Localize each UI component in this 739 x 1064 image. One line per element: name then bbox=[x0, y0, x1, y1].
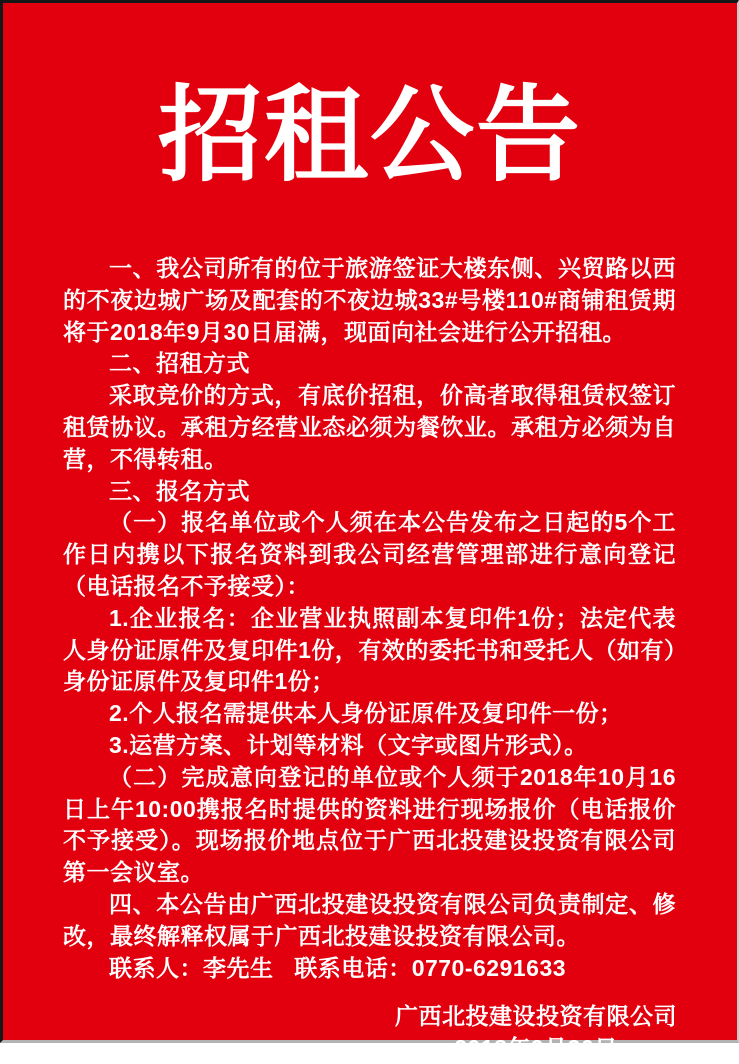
signature-block bbox=[3, 1000, 677, 1064]
contact-person-name: 李先生 bbox=[203, 954, 274, 981]
paragraph-section-3-item-1: （一）报名单位或个人须在本公告发布之日起的5个工作日内携以下报名资料到我公司经营管理部进行意向登记（电话报名不予接受）： bbox=[63, 509, 676, 599]
contact-person-label: 联系人： bbox=[109, 954, 203, 981]
announcement-body bbox=[63, 253, 676, 984]
paragraph-enterprise-registration: 1.企业报名：企业营业执照副本复印件1份；法定代表人身份证原件及复印件1份，有效的委托书和受托人（如有）身份证原件及复印件1份； bbox=[63, 604, 676, 695]
paragraph-section-1: 一、我公司所有的位于旅游签证大楼东侧、兴贸路以西的不夜边城广场及配套的不夜边城33#号楼110#商铺租赁期将于2018年9月30日届满，现面向社会进行公开招租。 bbox=[63, 255, 676, 345]
paragraph-individual-registration: 2.个人报名需提供本人身份证原件及复印件一份； bbox=[109, 700, 623, 727]
signature-company-name: 广西北投建设投资有限公司 bbox=[395, 1003, 677, 1030]
poster-title: 招租公告 bbox=[157, 73, 582, 196]
paragraph-section-3-heading: 三、报名方式 bbox=[109, 477, 250, 504]
paragraph-section-2-body: 采取竞价的方式，有底价招租，价高者取得租赁权签订租赁协议。承租方经营业态必须为餐饮业。承租方必须为自营，不得转租。 bbox=[63, 382, 676, 472]
contact-line bbox=[63, 953, 676, 985]
paragraph-section-3-item-2: （二）完成意向登记的单位或个人须于2018年10月16日上午10:00携报名时提供的资料进行现场报价（电话报价不予接受）。现场报价地点位于广西北投建设投资有限公司第一会议室。 bbox=[63, 763, 676, 886]
signature-date: 2018年9月30日 bbox=[454, 1035, 618, 1062]
paragraph-section-4: 四、本公告由广西北投建设投资有限公司负责制定、修改，最终解释权属于广西北投建设投资有限公司。 bbox=[63, 890, 676, 949]
contact-phone-label: 联系电话： bbox=[294, 954, 412, 981]
paragraph-operation-plan: 3.运营方案、计划等材料（文字或图片形式）。 bbox=[109, 731, 588, 758]
paragraph-section-2-heading: 二、招租方式 bbox=[109, 350, 250, 377]
contact-phone-number: 0770-6291633 bbox=[411, 954, 567, 981]
